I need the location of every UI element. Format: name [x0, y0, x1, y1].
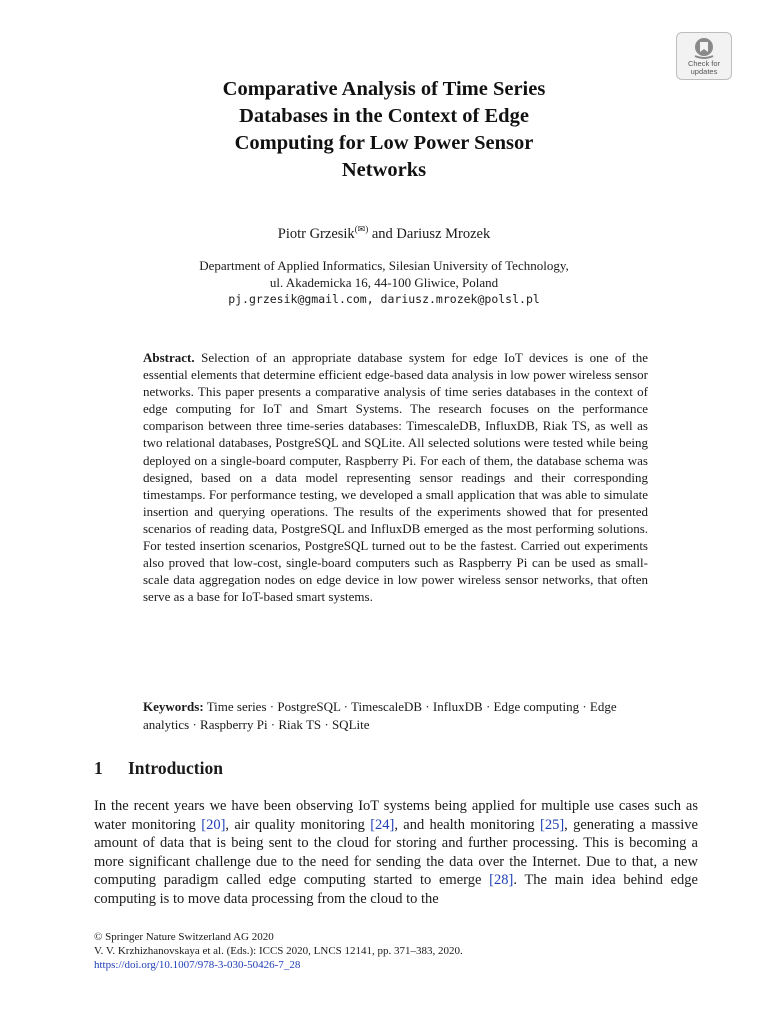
abstract-text: Selection of an appropriate database system for edge IoT devices is one of the essential elements that determine efficient edge-based data analysis in low power wireless sensor networks. This paper presents a comparative analysis of time series databases in the context of edge computing for IoT and Smart Systems. The research focuses on the performance comparison between three time-series databases: TimescaleDB, InfluxDB, Riak TS, as well as two relational databases, PostgreSQL and SQLite. All selected solutions were tested while being deployed on a single-board computer, Raspberry Pi. For each of them, the database schema was designed, based on a data model representing sensor readings and their corresponding timestamps. For performance testing, we developed a small application that was able to simulate insertion and querying operations. The results of the experiments showed that for presented scenarios of reading data, PostgreSQL and InfluxDB emerged as the most performing solutions. For tested insertion scenarios, PostgreSQL turned out to be the fastest. Carried out experiments also proved that low-cost, single-board computers such as Raspberry Pi can be used as small-scale data aggregation nodes on edge device in low power wireless sensor networks, that often serve as a base for IoT-based smart systems.	[143, 350, 648, 605]
badge-line-1: Check for	[687, 59, 721, 68]
author-emails	[100, 291, 668, 308]
citation-link[interactable]: [28]	[489, 872, 514, 889]
intro-text-1: In the recent years we have been observing IoT systems being applied for multiple use cases such as water monitoring	[94, 798, 698, 833]
badge-label	[688, 60, 720, 76]
citation-info: V. V. Krzhizhanovskaya et al. (Eds.): ICCS 2020, LNCS 12141, pp. 371–383, 2020.	[94, 945, 463, 957]
intro-text-5: . The main idea behind edge computing is to move data processing from the cloud to the	[94, 872, 698, 907]
keywords-text: Time series · PostgreSQL · TimescaleDB · InfluxDB · Edge computing · Edge analytics · Raspberry Pi · Riak TS · SQLite	[143, 699, 617, 732]
citation-link[interactable]: [25]	[539, 816, 565, 833]
author-list	[0, 224, 768, 243]
keywords	[143, 698, 648, 733]
section-number: 1	[94, 758, 103, 778]
keywords-label: Keywords:	[143, 699, 204, 714]
corresponding-author-mark: (✉)	[354, 224, 369, 234]
check-for-updates-badge[interactable]	[676, 32, 732, 80]
intro-text-3: , and health monitoring	[394, 816, 540, 833]
bookmark-icon	[691, 37, 717, 59]
intro-text-4: , generating a massive amount of data that is being sent to the cloud for storing and further processing. This is becoming a more significant challenge due to the need for sending the data over the Internet. Due to that, a new computing paradigm called edge computing started to emerge	[94, 816, 698, 889]
section-title: Introduction	[128, 758, 223, 778]
affiliation	[100, 257, 668, 308]
title-line-3: Computing for Low Power Sensor	[234, 132, 534, 154]
section-heading	[94, 758, 223, 779]
author-second: Dariusz Mrozek	[396, 225, 491, 242]
affiliation-line-1: Department of Applied Informatics, Silesian University of Technology,	[199, 258, 569, 273]
copyright-notice: © Springer Nature Switzerland AG 2020	[94, 931, 274, 943]
badge-line-2: updates	[690, 67, 718, 76]
abstract-label: Abstract.	[143, 350, 195, 365]
citation-link[interactable]: [24]	[370, 816, 395, 833]
citation-link[interactable]: [20]	[201, 816, 226, 833]
email-second[interactable]: dariusz.mrozek@polsl.pl	[380, 292, 540, 306]
intro-text-2: , air quality monitoring	[225, 816, 371, 833]
affiliation-line-2: ul. Akademicka 16, 44-100 Gliwice, Poland	[269, 275, 499, 290]
page-footer	[94, 930, 698, 972]
doi-link[interactable]: https://doi.org/10.1007/978-3-030-50426-7_28	[94, 959, 301, 971]
introduction-paragraph	[94, 797, 698, 909]
email-separator: ,	[366, 292, 381, 306]
email-first[interactable]: pj.grzesik@gmail.com	[228, 292, 367, 306]
author-first: Piotr Grzesik	[277, 225, 355, 242]
title-line-4: Networks	[341, 159, 427, 181]
title-line-1: Comparative Analysis of Time Series	[222, 78, 546, 100]
title-line-2: Databases in the Context of Edge	[239, 105, 529, 127]
author-connector: and	[368, 225, 397, 242]
abstract	[143, 349, 648, 605]
paper-title	[120, 76, 648, 184]
